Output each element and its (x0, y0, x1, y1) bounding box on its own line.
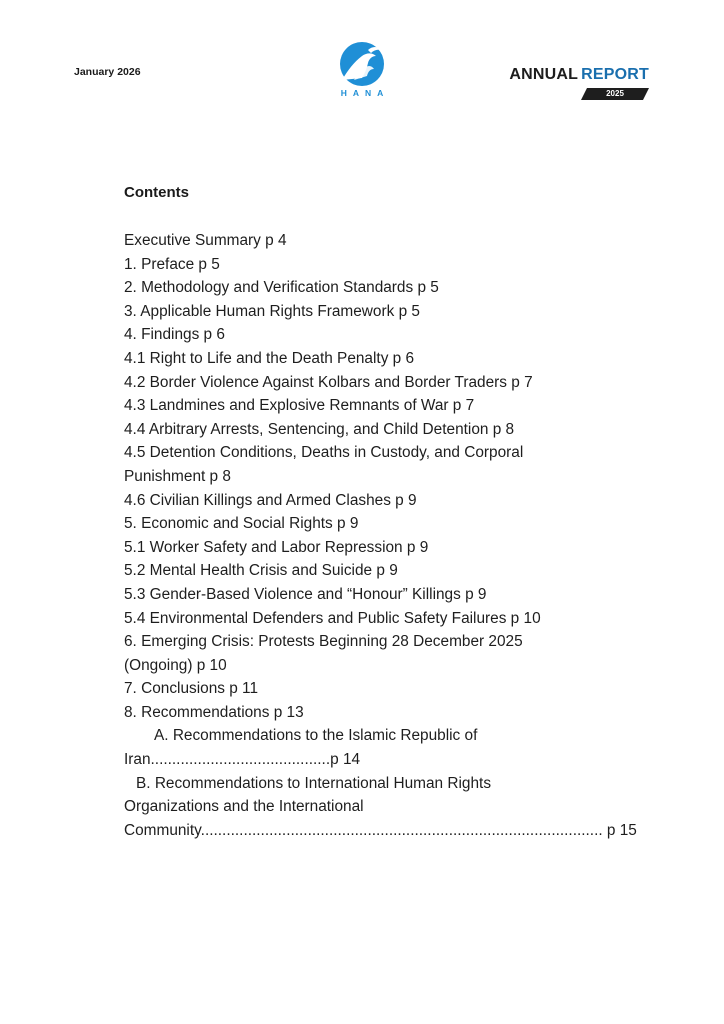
toc-line: Organizations and the International (124, 798, 364, 816)
toc-line: 1. Preface p 5 (124, 255, 220, 273)
toc-line: Community.............................................................................................. p 15 (124, 821, 637, 839)
report-year: 2025 (606, 89, 624, 98)
contents-heading: Contents (124, 184, 189, 201)
toc-line: 4.1 Right to Life and the Death Penalty p 6 (124, 349, 415, 367)
toc-line: Punishment p 8 (124, 467, 231, 485)
toc-line: 4.4 Arbitrary Arrests, Sentencing, and Child Detention p 8 (124, 420, 515, 438)
toc-line: 4.2 Border Violence Against Kolbars and Border Traders p 7 (124, 373, 533, 391)
toc-line: 7. Conclusions p 11 (124, 680, 259, 698)
toc-line: 6. Emerging Crisis: Protests Beginning 28 December 2025 (124, 633, 523, 651)
report-word-annual: ANNUAL (509, 66, 579, 83)
toc-line: 4.3 Landmines and Explosive Remnants of War p 7 (124, 397, 475, 415)
report-title (509, 66, 649, 84)
toc-line: 5.2 Mental Health Crisis and Suicide p 9 (124, 562, 398, 580)
toc-line: 5.4 Environmental Defenders and Public Safety Failures p 10 (124, 609, 541, 627)
toc-line: A. Recommendations to the Islamic Republic of (154, 727, 478, 745)
toc-line: Iran..........................................p 14 (124, 751, 361, 769)
hana-logo (330, 40, 394, 102)
toc-line: Executive Summary p 4 (124, 232, 287, 249)
toc-line: 5. Economic and Social Rights p 9 (124, 515, 359, 533)
toc-line: (Ongoing) p 10 (124, 656, 227, 674)
toc-line: 5.3 Gender-Based Violence and “Honour” Killings p 9 (124, 585, 487, 603)
toc-line: 4.5 Detention Conditions, Deaths in Custody, and Corporal (124, 444, 524, 462)
dove-logo-icon (332, 40, 392, 86)
toc-line: 4. Findings p 6 (124, 326, 225, 344)
annual-report-badge (497, 66, 653, 102)
toc-line: 8. Recommendations p 13 (124, 703, 304, 721)
report-date: January 2026 (74, 66, 141, 78)
toc-line: 2. Methodology and Verification Standards p 5 (124, 279, 439, 297)
toc-line: B. Recommendations to International Human Rights (136, 774, 492, 792)
year-banner (581, 88, 649, 100)
logo-text: HANA (340, 88, 390, 98)
report-word-report: REPORT (581, 66, 649, 83)
toc-line: 5.1 Worker Safety and Labor Repression p 9 (124, 538, 429, 556)
toc-line: 3. Applicable Human Rights Framework p 5 (124, 302, 420, 320)
toc-line: 4.6 Civilian Killings and Armed Clashes p 9 (124, 491, 417, 509)
table-of-contents (124, 229, 637, 842)
